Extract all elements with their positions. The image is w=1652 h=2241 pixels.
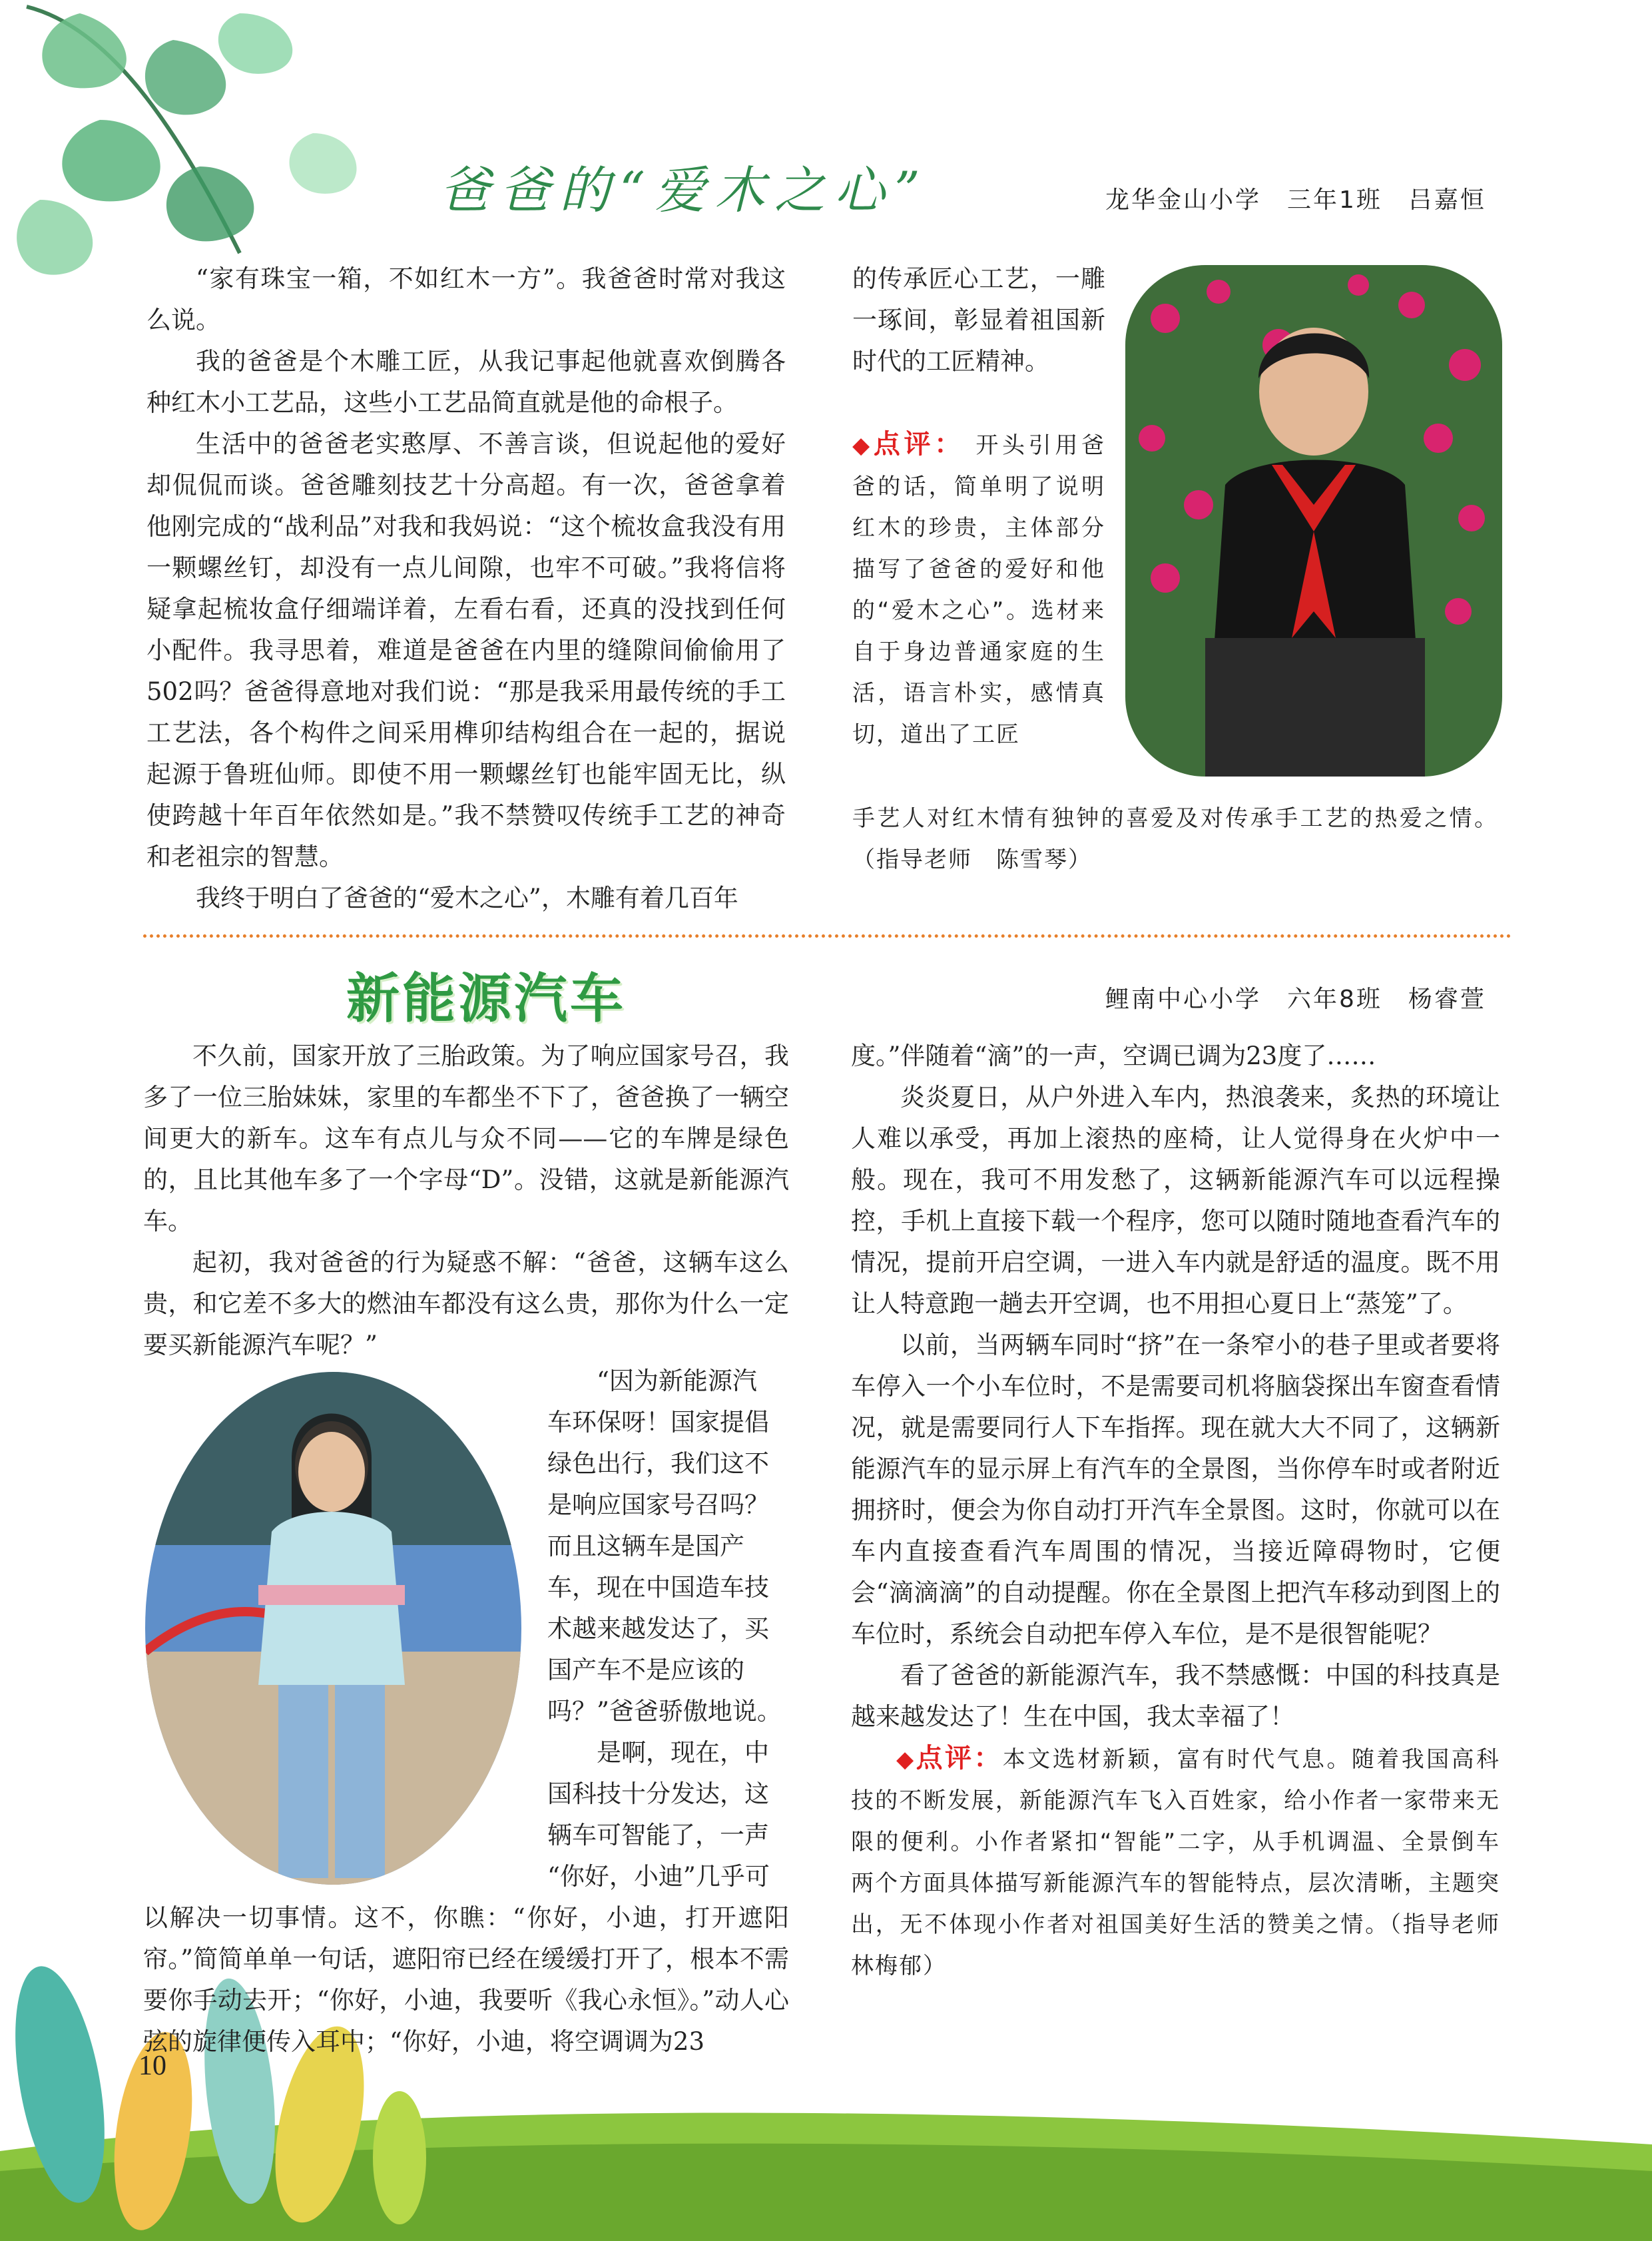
text-line: 是啊，现在，中 [597, 1738, 769, 1767]
comment-text-part2: 手艺人对红木情有独钟的喜爱及对传承手工艺的热爱之情。（指导老师 陈雪琴） [852, 805, 1498, 873]
comment-text-part1: 开头引用爸爸的话，简单明了说明红木的珍贵，主体部分描写了爸爸的爱好和他的“爱木之心”。选材来自于身边普通家庭的生活，语言朴实，感情真切，道出了工匠 [852, 432, 1106, 748]
text-line: “你好，小迪”几乎可 [547, 1862, 770, 1891]
paragraph: 以解决一切事情。这不，你瞧：“你好，小迪，打开遮阳帘。”简简单单一句话，遮阳帘已经在缓缓打开了，根本不需要你手动去开；“你好，小迪，我要听《我心永恒》。”动人心弦的旋律便传入耳中；“你好，小迪，将空调调为23 [143, 1903, 789, 2056]
text-line: 绿色出行，我们这不 [547, 1449, 769, 1478]
paragraph: 的传承匠心工艺，一雕一琢间，彰显着祖国新时代的工匠精神。 [852, 264, 1105, 376]
section-divider [143, 934, 1512, 938]
article2-title: 新能源汽车 [346, 968, 626, 1030]
paragraph: 不久前，国家开放了三胎政策。为了响应国家号召，我多了一位三胎妹妹，家里的车都坐不下了，爸爸换了一辆空间更大的新车。这车有点儿与众不同——它的车牌是绿色的，且比其他车多了一个字母“D”。没错，这就是新能源汽车。 [143, 1042, 789, 1235]
article2-byline: 鲤南中心小学 六年8班 杨睿萱 [1105, 986, 1486, 1013]
article1-left-column [146, 258, 786, 919]
article1-comment [852, 424, 1105, 755]
comment-label: 点评： [873, 429, 965, 460]
article2-left-top [143, 1036, 789, 1366]
paragraph: “家有珠宝一箱，不如红木一方”。我爸爸时常对我这么说。 [146, 264, 786, 334]
comment-label: 点评： [916, 1743, 1003, 1773]
article1-photo [1125, 265, 1502, 777]
text-line: 吗？”爸爸骄傲地说。 [547, 1697, 782, 1726]
comment-text: 本文选材新颖，富有时代气息。随着我国高科技的不断发展，新能源汽车飞入百姓家，给小作者一家带来无限的便利。小作者紧扣“智能”二字，从手机调温、全景倒车两个方面具体描写新能源汽车的智能特点，层次清晰，主题突出，无不体现小作者对祖国美好生活的赞美之情。（指导老师 林梅郁） [851, 1746, 1524, 1979]
article1-byline: 龙华金山小学 三年1班 吕嘉恒 [1105, 186, 1486, 214]
paragraph: 我的爸爸是个木雕工匠，从我记事起他就喜欢倒腾各种红木小工艺品，这些小工艺品简直就是他的命根子。 [146, 347, 786, 417]
article1-title: 爸爸的“爱木之心” [439, 160, 930, 220]
article2-wrap-lines [547, 1361, 787, 1897]
article2-comment [851, 1738, 1524, 1987]
paragraph: 度。”伴随着“滴”的一声，空调已调为23度了…… [851, 1042, 1376, 1070]
article2-left-bottom [143, 1897, 789, 2063]
article2-photo [145, 1372, 521, 1885]
text-line: 国产车不是应该的 [547, 1656, 744, 1684]
paragraph: 看了爸爸的新能源汽车，我不禁感慨：中国的科技真是越来越发达了！生在中国，我太幸福了！ [851, 1661, 1500, 1731]
text-line: 辆车可智能了，一声 [547, 1821, 769, 1849]
text-line: 车，现在中国造车技 [547, 1573, 769, 1602]
page-number: 10 [138, 2051, 166, 2081]
text-line: 车环保呀！国家提倡 [547, 1408, 769, 1437]
article1-comment-full [852, 798, 1498, 880]
paragraph: 炎炎夏日，从户外进入车内，热浪袭来，炙热的环境让人难以承受，再加上滚热的座椅，让人觉得身在火炉中一般。现在，我可不用发愁了，这辆新能源汽车可以远程操控，手机上直接下载一个程序，您可以随时随地查看汽车的情况，提前开启空调，一进入车内就是舒适的温度。既不用让人特意跑一趟去开空调，也不用担心夏日上“蒸笼”了。 [851, 1083, 1500, 1318]
text-line: 术越来越发达了，买 [547, 1614, 769, 1643]
text-line: 是响应国家号召吗？ [547, 1490, 769, 1519]
paragraph: 生活中的爸爸老实憨厚、不善言谈，但说起他的爱好却侃侃而谈。爸爸雕刻技艺十分高超。有一次，爸爸拿着他刚完成的“战利品”对我和我妈说：“这个梳妆盒我没有用一颗螺丝钉，却没有一点儿间隙，也牢不可破。”我将信将疑拿起梳妆盒仔细端详着，左看右看，还真的没找到任何小配件。我寻思着，难道是爸爸在内里的缝隙间偷偷用了502吗？爸爸得意地对我们说：“那是我采用最传统的手工工艺法，各个构件之间采用榫卯结构组合在一起的，据说起源于鲁班仙师。即使不用一颗螺丝钉也能牢固无比，纵使跨越十年百年依然如是。”我不禁赞叹传统手工艺的神奇和老祖宗的智慧。 [146, 430, 786, 871]
text-line: “因为新能源汽 [597, 1367, 757, 1395]
text-line: 国科技十分发达，这 [547, 1779, 769, 1808]
diamond-icon: ◆ [896, 1746, 916, 1773]
paragraph: 我终于明白了爸爸的“爱木之心”，木雕有着几百年 [196, 884, 738, 912]
article1-right-text [852, 258, 1105, 382]
paragraph: 以前，当两辆车同时“挤”在一条窄小的巷子里或者要将车停入一个小车位时，不是需要司机将脑袋探出车窗查看情况，就是需要同行人下车指挥。现在就大大不同了，这辆新能源汽车的显示屏上有汽车的全景图，当你停车时或者附近拥挤时，便会为你自动打开汽车全景图。这时，你就可以在车内直接查看汽车周围的情况，当接近障碍物时，它便会“滴滴滴”的自动提醒。你在全景图上把汽车移动到图上的车位时，系统会自动把车停入车位，是不是很智能呢？ [851, 1331, 1500, 1648]
paragraph: 起初，我对爸爸的行为疑惑不解：“爸爸，这辆车这么贵，和它差不多大的燃油车都没有这么贵，那你为什么一定要买新能源汽车呢？” [143, 1248, 789, 1359]
text-line: 而且这辆车是国产 [547, 1532, 744, 1560]
article2-right-column [851, 1036, 1524, 1987]
diamond-icon: ◆ [852, 432, 874, 459]
